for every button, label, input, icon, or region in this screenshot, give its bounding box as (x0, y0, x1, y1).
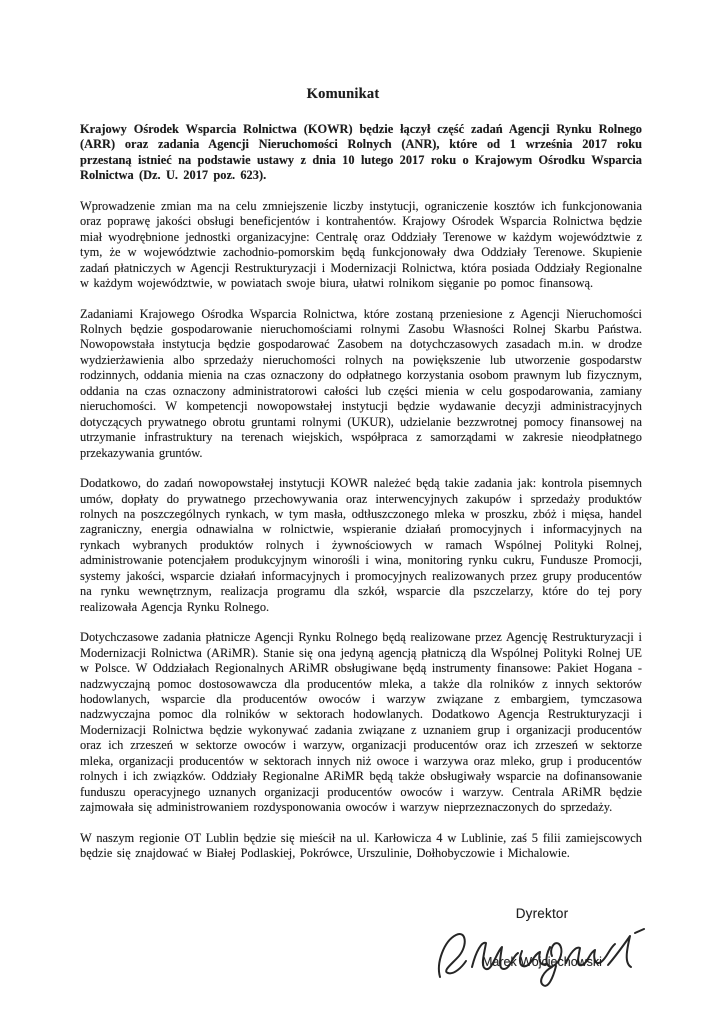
intro-paragraph: Krajowy Ośrodek Wsparcia Rolnictwa (KOWR) będzie łączył część zadań Agencji Rynku Rolnego (ARR) oraz zadania Agencji Nieruchomości Rolnych (ANR), które od 1 września 2017 roku przestaną istnieć na podstawie ustawy z dnia 10 lutego 2017 roku o Krajowym Ośrodku Wsparcia Rolnictwa (Dz. U. 2017 poz. 623). (80, 122, 642, 183)
paragraph-anr-tasks: Zadaniami Krajowego Ośrodka Wsparcia Rolnictwa, które zostaną przeniesione z Agencji Nieruchomości Rolnych będzie gospodarowanie nieruchomościami rolnymi Zasobu Własności Rolnej Skarbu Państwa. Nowopowstała instytucja będzie gospodarować Zasobem na dotychczasowych zasadach m.in. w drodze wydzierżawienia albo sprzedaży nieruchomości rolnych na powiększenie lub utworzenie gospodarstw rodzinnych, oddania mienia na czas oznaczony do odpłatnego korzystania osobom prawnym lub fizycznym, oddania na czas oznaczony administratorowi całości lub części mienia w celu gospodarowania, zamiany nieruchomości. W kompetencji nowopowstałej instytucji będzie wydawanie decyzji administracyjnych dotyczących prywatnego obrotu gruntami rolnymi (UKUR), udzielanie bezzwrotnej pomocy finansowej na utrzymanie infrastruktury na terenach wiejskich, współpraca z samorządami w zakresie nieodpłatnego przekazywania gruntów. (80, 306, 642, 460)
document-title: Komunikat (306, 86, 380, 102)
signature-role-label: Dyrektor (515, 906, 569, 921)
paragraph-lublin-region: W naszym regionie OT Lublin będzie się mieścił na ul. Karłowicza 4 w Lublinie, zaś 5 filii zamiejscowych będzie się znajdować w Białej Podlaskiej, Pokrówce, Urszulinie, Dołhobyczowie i Michalowie. (80, 830, 642, 861)
signature-printed-name: Marek Wojciechowski (482, 955, 602, 969)
document-body (80, 86, 642, 876)
paragraph-changes-purpose: Wprowadzenie zmian ma na celu zmniejszenie liczby instytucji, ograniczenie kosztów ich funkcjonowania oraz poprawę jakości obsługi beneficjentów i kontrahentów. Krajowy Ośrodek Wsparcia Rolnictwa będzie miał wyodrębnione jednostki organizacyjne: Centralę oraz Oddziały Terenowe w każdym województwie z tym, że w województwie zachodnio-pomorskim będą funkcjonowały dwa Oddziały Terenowe. Skupienie zadań płatniczych w Agencji Restrukturyzacji i Modernizacji Rolnictwa, która posiada Oddziały Regionalne w każdym województwie, w powiatach swoje biura, ułatwi rolnikom sięganie po pomoc finansową. (80, 198, 642, 291)
paragraph-arimr-payments: Dotychczasowe zadania płatnicze Agencji Rynku Rolnego będą realizowane przez Agencję Restrukturyzacji i Modernizacji Rolnictwa (ARiMR). Stanie się ona jedyną agencją płatniczą dla Wspólnej Polityki Rolnej UE w Polsce. W Oddziałach Regionalnych ARiMR obsługiwane będą instrumenty finansowe: Pakiet Hogana - nadzwyczajną pomoc dostosowawcza dla producentów mleka, a także dla rolników z innych sektorów hodowlanych, wsparcie dla producentów owoców i warzyw związane z embargiem, tymczasowa nadzwyczajna pomoc dla rolników w sektorach hodowlanych. Dodatkowo Agencja Restrukturyzacji i Modernizacji Rolnictwa będzie wykonywać zadania związane z uznaniem grup i organizacji producentów oraz ich zrzeszeń w sektorze owoców i warzyw, organizacji producentów oraz ich zrzeszeń w sektorze mleka, organizacji producentów w sektorach innych niż owoce i warzywa oraz mleko, grup i producentów rolnych i ich związków. Oddziały Regionalne ARiMR będą także obsługiwały wsparcie na dofinansowanie funduszu operacyjnego uznanych organizacji producentów owoców i warzyw. Centrala ARiMR będzie zajmowała się administrowaniem rozdysponowania owoców i warzyw nieprzeznaczonych do sprzedaży. (80, 630, 642, 815)
signature-block (438, 906, 646, 969)
paragraph-kowr-additional-tasks: Dodatkowo, do zadań nowopowstałej instytucji KOWR należeć będą takie zadania jak: kontrola pisemnych umów, dopłaty do prywatnego przechowywania oraz interwencyjnych zakupów i sprzedaży produktów rolnych na poszczególnych rynkach, w tym masła, odtłuszczonego mleka w proszku, zbóż i mięsa, handel zagraniczny, energia odnawialna w rolnictwie, wspieranie działań promocyjnych i informacyjnych na rynkach wybranych produktów rolnych i żywnościowych w ramach Wspólnej Polityki Rolnej, administrowanie potencjałem produkcyjnym winorośli i wina, monitoring rynku cukru, Fundusze Promocji, systemy jakości, wsparcie działań informacyjnych i promocyjnych realizowanych przez grupy producentów na rynku wewnętrznym, realizacja programu dla szkół, wsparcie dla pszczelarzy, które do tej pory realizowała Agencja Rynku Rolnego. (80, 476, 642, 614)
